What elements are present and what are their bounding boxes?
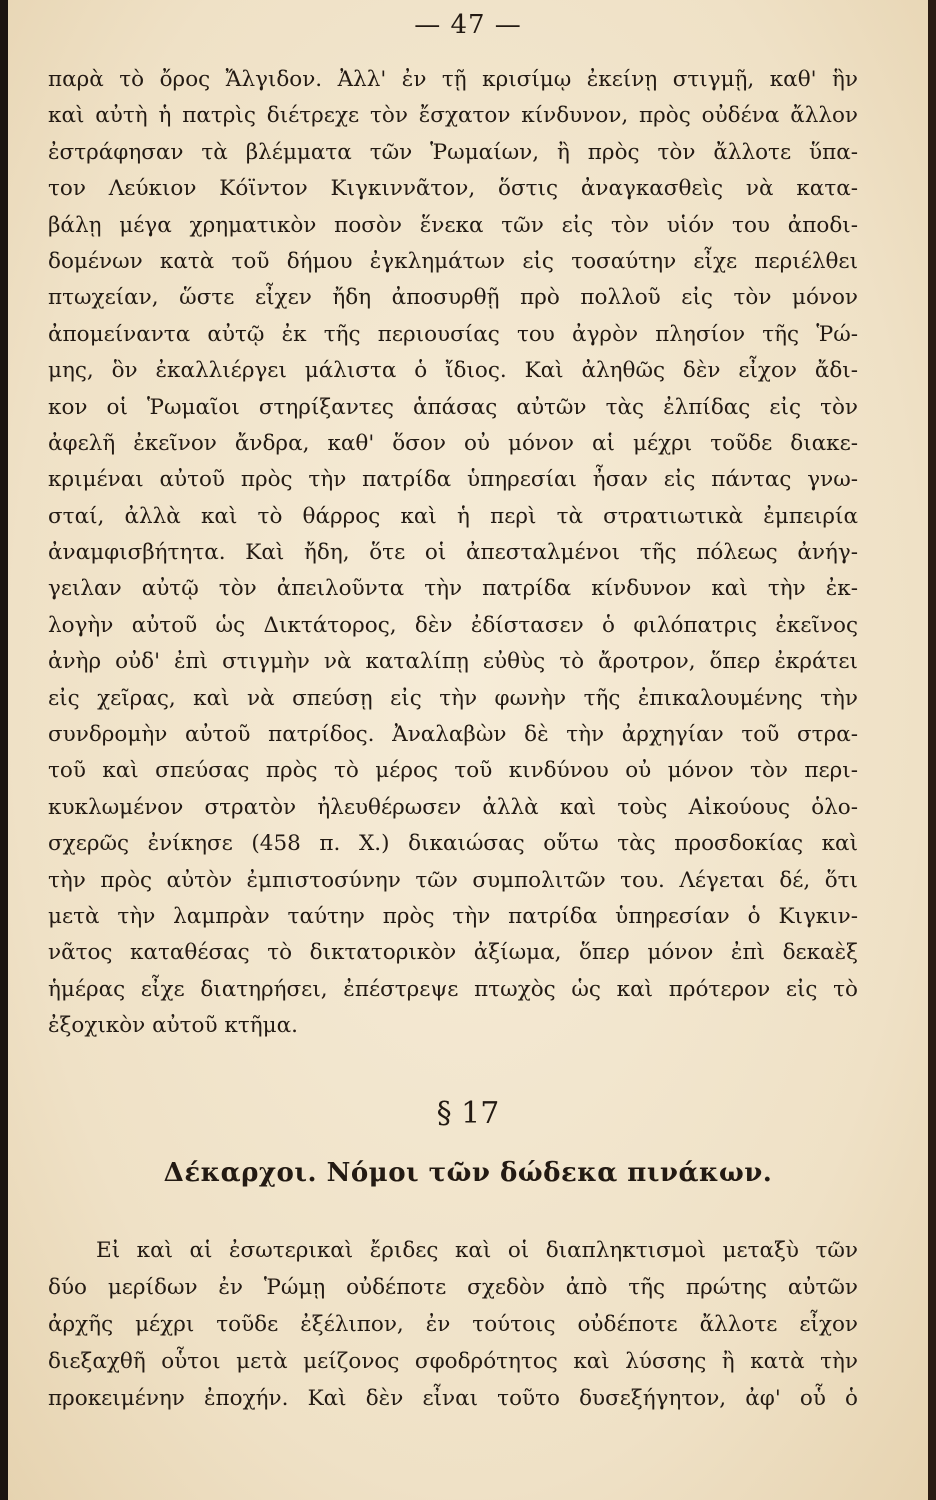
- text-line: κριμέναι αὐτοῦ πρὸς τὴν πατρίδα ὑπηρεσίαι ἦσαν εἰς πάντας γνω-: [48, 467, 858, 493]
- text-line: ἀρχῆς μέχρι τοῦδε ἐξέλιπον, ἐν τούτοις οὐδέποτε ἄλλοτε εἶχον: [48, 1312, 858, 1337]
- paragraph-cincinnatus: [48, 62, 858, 1045]
- text-line: γειλαν αὐτῷ τὸν ἀπειλοῦντα τὴν πατρίδα κίνδυνον καὶ τὴν ἐκ-: [48, 576, 858, 602]
- text-line: συνδρομὴν αὐτοῦ πατρίδος. Ἀναλαβὼν δὲ τὴν ἀρχηγίαν τοῦ στρα-: [48, 722, 858, 748]
- text-line: τον Λεύκιον Κόϊντον Κιγκιννᾶτον, ὅστις ἀναγκασθεὶς νὰ κατα-: [48, 176, 858, 202]
- text-line: πτωχείαν, ὥστε εἶχεν ἤδη ἀποσυρθῇ πρὸ πολλοῦ εἰς τὸν μόνον: [48, 285, 858, 311]
- book-page: [8, 0, 928, 1500]
- text-line: νᾶτος καταθέσας τὸ δικτατορικὸν ἀξίωμα, ὅπερ μόνον ἐπὶ δεκαὲξ: [48, 940, 858, 966]
- text-line: παρὰ τὸ ὄρος Ἄλγιδον. Ἀλλ' ἐν τῇ κρισίμῳ ἐκείνῃ στιγμῇ, καθ' ἣν: [48, 67, 858, 92]
- section-number: § 17: [436, 1096, 500, 1131]
- text-line: σχερῶς ἐνίκησε (458 π. Χ.) δικαιώσας οὕτω τὰς προσδοκίας καὶ: [48, 831, 858, 857]
- text-line: τοῦ καὶ σπεύσας πρὸς τὸ μέρος τοῦ κινδύνου οὐ μόνον τὸν περι-: [48, 758, 858, 784]
- text-line: ἐξοχικὸν αὐτοῦ κτῆμα.: [48, 1013, 298, 1039]
- text-line: τὴν πρὸς αὐτὸν ἐμπιστοσύνην τῶν συμπολιτῶν του. Λέγεται δέ, ὅτι: [48, 867, 858, 893]
- text-line: καὶ αὐτὴ ἡ πατρὶς διέτρεχε τὸν ἔσχατον κίνδυνον, πρὸς οὐδένα ἄλλον: [48, 103, 858, 129]
- book-spine-edge: [928, 0, 936, 1500]
- text-line: μετὰ τὴν λαμπρὰν ταύτην πρὸς τὴν πατρίδα ὑπηρεσίαν ὁ Κιγκιν-: [48, 903, 858, 929]
- text-line: μης, ὃν ἐκαλλιέργει μάλιστα ὁ ἴδιος. Καὶ ἀληθῶς δὲν εἶχον ἄδι-: [48, 358, 858, 384]
- text-line: βάλῃ μέγα χρηματικὸν ποσὸν ἕνεκα τῶν εἰς τὸν υἱόν του ἀποδι-: [48, 212, 858, 238]
- text-line: εἰς χεῖρας, καὶ νὰ σπεύσῃ εἰς τὴν φωνὴν τῆς ἐπικαλουμένης τὴν: [48, 685, 858, 711]
- text-line: ἡμέρας εἶχε διατηρήσει, ἐπέστρεψε πτωχὸς ὡς καὶ πρότερον εἰς τὸ: [48, 976, 858, 1002]
- text-line: ἀναμφισβήτητα. Καὶ ἤδη, ὅτε οἱ ἀπεσταλμένοι τῆς πόλεως ἀνήγ-: [48, 540, 858, 566]
- text-line: ἐστράφησαν τὰ βλέμματα τῶν Ῥωμαίων, ἢ πρὸς τὸν ἄλλοτε ὕπα-: [48, 139, 858, 165]
- text-line: δομένων κατὰ τοῦ δήμου ἐγκλημάτων εἰς τοσαύτην εἶχε περιέλθει: [48, 248, 858, 274]
- text-line: ἀνὴρ οὐδ' ἐπὶ στιγμὴν νὰ καταλίπῃ εὐθὺς τὸ ἄροτρον, ὅπερ ἐκράτει: [48, 649, 858, 675]
- page-number: — 47 —: [414, 10, 522, 40]
- text-line: κον οἱ Ῥωμαῖοι στηρίξαντες ἁπάσας αὐτῶν τὰς ἐλπίδας εἰς τὸν: [48, 394, 858, 420]
- text-line: σταί, ἀλλὰ καὶ τὸ θάρρος καὶ ἡ περὶ τὰ στρατιωτικὰ ἐμπειρία: [48, 503, 858, 529]
- text-line: δύο μερίδων ἐν Ῥώμῃ οὐδέποτε σχεδὸν ἀπὸ τῆς πρώτης αὐτῶν: [48, 1275, 858, 1300]
- text-line: Εἰ καὶ αἱ ἐσωτερικαὶ ἔριδες καὶ οἱ διαπληκτισμοὶ μεταξὺ τῶν: [96, 1238, 858, 1263]
- text-line: κυκλωμένον στρατὸν ἠλευθέρωσεν ἀλλὰ καὶ τοὺς Αἰκούους ὁλο-: [48, 794, 858, 820]
- text-line: λογὴν αὐτοῦ ὡς Δικτάτορος, δὲν ἐδίστασεν ὁ φιλόπατρις ἐκεῖνος: [48, 612, 858, 638]
- text-line: ἀπομείναντα αὐτῷ ἐκ τῆς περιουσίας του ἀγρὸν πλησίον τῆς Ῥώ-: [48, 321, 858, 347]
- text-line: ἀφελῆ ἐκεῖνον ἄνδρα, καθ' ὅσον οὐ μόνον αἱ μέχρι τοῦδε διακε-: [48, 430, 858, 456]
- text-line: διεξαχθῆ οὗτοι μετὰ μείζονος σφοδρότητος καὶ λύσσης ἢ κατὰ τὴν: [48, 1349, 858, 1374]
- text-line: προκειμένην ἐποχήν. Καὶ δὲν εἶναι τοῦτο δυσεξήγητον, ἀφ' οὗ ὁ: [48, 1386, 858, 1411]
- section-title: Δέκαρχοι. Νόμοι τῶν δώδεκα πινάκων.: [163, 1158, 773, 1188]
- paragraph-decemvirs: [48, 1232, 858, 1417]
